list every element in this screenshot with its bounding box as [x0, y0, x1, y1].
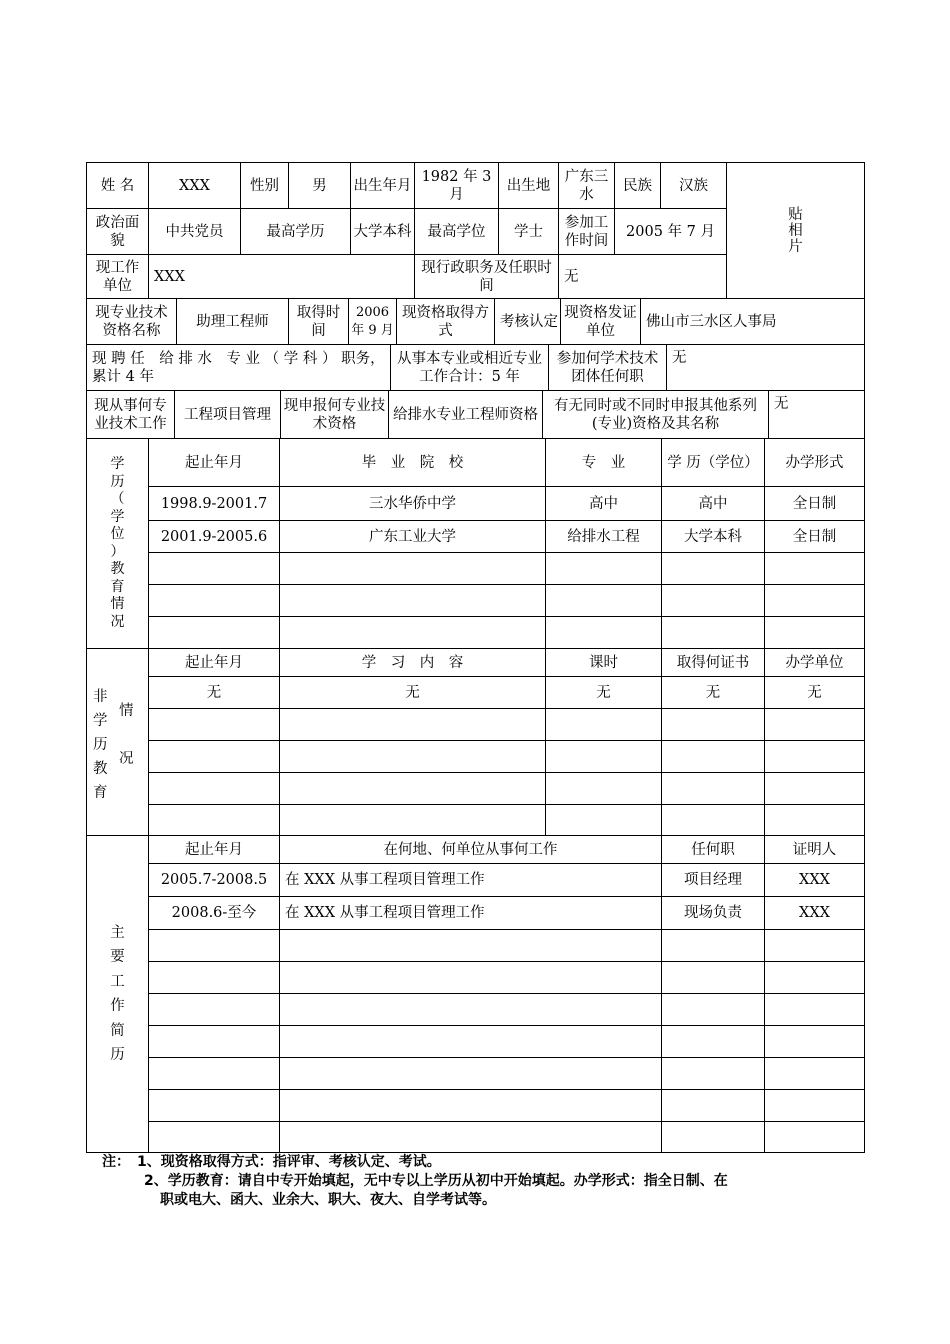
edu-cell: 三水华侨中学 [280, 487, 546, 521]
nonedu-cell [280, 773, 546, 805]
edu-cell: 高中 [546, 487, 662, 521]
table-row [87, 1026, 865, 1058]
birth-value: 1982 年 3 月 [415, 163, 499, 209]
table-row [87, 741, 865, 773]
work-cell [280, 1090, 662, 1122]
issuer-label: 现资格发证单位 [561, 299, 641, 345]
hired-label: 现 聘 任 给 排 水 专 业 （ 学 科 ） 职务，累计 4 年 [87, 345, 391, 391]
work-cell [662, 962, 765, 994]
note-line-3: 职或电大、函大、业余大、职大、夜大、自学考试等。 [160, 1192, 496, 1208]
work-cell [662, 1090, 765, 1122]
edu-header: 办学形式 [765, 439, 865, 487]
work-cell [662, 930, 765, 962]
work-header: 证明人 [765, 836, 865, 864]
nonedu-cell [546, 741, 662, 773]
table-row [87, 585, 865, 617]
table-row [87, 521, 865, 553]
edu-cell: 1998.9-2001.7 [149, 487, 280, 521]
edu-header: 专 业 [546, 439, 662, 487]
nonedu-header: 起止年月 [149, 649, 280, 677]
edu-cell [765, 585, 865, 617]
obtain-method-label: 现资格取得方式 [397, 299, 495, 345]
work-cell: 项目经理 [662, 864, 765, 897]
degree-value: 学士 [499, 209, 559, 255]
table-row [87, 897, 865, 930]
employment-table [86, 344, 865, 391]
ethnicity-value: 汉族 [661, 163, 727, 209]
work-cell [765, 1122, 865, 1153]
table-row [87, 487, 865, 521]
edu-cell [662, 617, 765, 649]
edu-cell [280, 617, 546, 649]
work-cell: 在 XXX 从事工程项目管理工作 [280, 897, 662, 930]
edu-cell [149, 553, 280, 585]
work-header: 在何地、何单位从事何工作 [280, 836, 662, 864]
nonedu-label-a: 非 学 历 教 育 [93, 689, 108, 801]
nonedu-cell [662, 773, 765, 805]
note-line-2: 2、学历教育：请自中专开始填起，无中专以上学历从初中开始填起。办学形式：指全日制、在 [144, 1173, 728, 1189]
title-value: 助理工程师 [177, 299, 289, 345]
footnotes [102, 1153, 862, 1210]
edu-cell: 全日制 [765, 487, 865, 521]
work-cell [662, 1026, 765, 1058]
gender-label: 性别 [241, 163, 289, 209]
registration-form [86, 162, 864, 1153]
nonedu-cell [546, 805, 662, 836]
work-cell [765, 930, 865, 962]
political-value: 中共党员 [149, 209, 241, 255]
table-row [87, 1122, 865, 1153]
nonedu-cell: 无 [280, 677, 546, 709]
apply-label: 现申报何专业技术资格 [281, 391, 389, 439]
work-cell [280, 1058, 662, 1090]
birth-label: 出生年月 [351, 163, 415, 209]
work-cell [149, 962, 280, 994]
issuer-value: 佛山市三水区人事局 [641, 299, 865, 345]
apply-value: 给排水专业工程师资格 [389, 391, 543, 439]
nonedu-section-label [87, 649, 149, 836]
apply-table [86, 390, 865, 439]
work-cell [662, 1058, 765, 1090]
work-cell [280, 962, 662, 994]
education-section-label: 学 历 （ 学 位 ） 教 育 情 况 [87, 439, 149, 649]
nonedu-cell [280, 805, 546, 836]
edu-cell [149, 585, 280, 617]
edu-cell [662, 585, 765, 617]
nonedu-header: 办学单位 [765, 649, 865, 677]
work-cell [662, 1122, 765, 1153]
current-work-label: 现从事何专业技术工作 [87, 391, 175, 439]
edu-cell: 给排水工程 [546, 521, 662, 553]
name-label: 姓 名 [87, 163, 149, 209]
table-row [87, 709, 865, 741]
work-cell [662, 994, 765, 1026]
obtain-method-value: 考核认定 [495, 299, 561, 345]
work-cell: 现场负责 [662, 897, 765, 930]
photo-box: 贴 相 片 [727, 163, 865, 299]
nonedu-cell: 无 [149, 677, 280, 709]
nonedu-cell: 无 [546, 677, 662, 709]
nonedu-label-b: 情 况 [119, 703, 134, 767]
obtain-time-value: 2006 年 9 月 [349, 299, 397, 345]
political-label: 政治面貌 [87, 209, 149, 255]
edu-cell [546, 553, 662, 585]
education-label: 最高学历 [241, 209, 351, 255]
nonedu-cell [149, 805, 280, 836]
work-cell: 2008.6-至今 [149, 897, 280, 930]
work-cell: XXX [765, 864, 865, 897]
obtain-time-label: 取得时间 [289, 299, 349, 345]
work-cell [149, 1122, 280, 1153]
nonedu-cell: 无 [662, 677, 765, 709]
work-cell [149, 1058, 280, 1090]
edu-cell: 大学本科 [662, 521, 765, 553]
nonedu-cell [280, 709, 546, 741]
table-row [87, 930, 865, 962]
education-table [86, 438, 865, 649]
non-degree-table [86, 648, 865, 836]
workstart-value: 2005 年 7 月 [615, 209, 727, 255]
nonedu-cell [546, 709, 662, 741]
academic-label: 参加何学术技术团体任何职 [549, 345, 667, 391]
work-cell: 在 XXX 从事工程项目管理工作 [280, 864, 662, 897]
other-label: 有无同时或不同时申报其他系列(专业)资格及其名称 [543, 391, 769, 439]
nonedu-cell [149, 773, 280, 805]
edu-header: 学 历（学位） [662, 439, 765, 487]
nonedu-header: 课时 [546, 649, 662, 677]
work-cell [280, 930, 662, 962]
table-row [87, 994, 865, 1026]
nonedu-cell [765, 773, 865, 805]
nonedu-cell [662, 741, 765, 773]
edu-cell: 广东工业大学 [280, 521, 546, 553]
nonedu-header: 取得何证书 [662, 649, 765, 677]
edu-cell [546, 585, 662, 617]
nonedu-cell: 无 [765, 677, 865, 709]
degree-label: 最高学位 [415, 209, 499, 255]
work-cell [765, 1026, 865, 1058]
title-label: 现专业技术资格名称 [87, 299, 177, 345]
birthplace-label: 出生地 [499, 163, 559, 209]
edu-cell [765, 553, 865, 585]
nonedu-cell [546, 773, 662, 805]
education-value: 大学本科 [351, 209, 415, 255]
work-header: 任何职 [662, 836, 765, 864]
birthplace-value: 广东三水 [559, 163, 615, 209]
nonedu-cell [662, 709, 765, 741]
nonedu-cell [765, 741, 865, 773]
table-row [87, 553, 865, 585]
table-row [87, 1058, 865, 1090]
nonedu-cell [280, 741, 546, 773]
edu-cell [662, 553, 765, 585]
nonedu-cell [662, 805, 765, 836]
nonedu-cell [149, 741, 280, 773]
nonedu-cell [765, 805, 865, 836]
work-cell [149, 994, 280, 1026]
work-cell [280, 994, 662, 1026]
work-cell [149, 930, 280, 962]
qualification-table [86, 298, 865, 345]
table-row [87, 962, 865, 994]
work-cell [765, 994, 865, 1026]
work-cell [149, 1026, 280, 1058]
table-row [87, 617, 865, 649]
ethnicity-label: 民族 [615, 163, 661, 209]
academic-value: 无 [667, 345, 865, 391]
admin-value: 无 [559, 255, 727, 299]
other-value: 无 [769, 391, 865, 439]
work-history-table [86, 835, 865, 1153]
work-cell: 2005.7-2008.5 [149, 864, 280, 897]
edu-cell: 高中 [662, 487, 765, 521]
workstart-label: 参加工作时间 [559, 209, 615, 255]
gender-value: 男 [289, 163, 351, 209]
work-section-label: 主 要 工 作 简 历 [87, 836, 149, 1153]
work-header: 起止年月 [149, 836, 280, 864]
unit-label: 现工作单位 [87, 255, 149, 299]
table-row [87, 1090, 865, 1122]
work-cell [765, 1090, 865, 1122]
edu-cell [280, 553, 546, 585]
work-cell [765, 962, 865, 994]
nonedu-header: 学 习 内 容 [280, 649, 546, 677]
edu-cell [280, 585, 546, 617]
edu-cell [546, 617, 662, 649]
edu-header: 起止年月 [149, 439, 280, 487]
edu-cell [765, 617, 865, 649]
unit-value: XXX [149, 255, 415, 299]
work-cell: XXX [765, 897, 865, 930]
work-cell [765, 1058, 865, 1090]
name-value: XXX [149, 163, 241, 209]
table-row [87, 864, 865, 897]
admin-label: 现行政职务及任职时间 [415, 255, 559, 299]
years-label: 从事本专业或相近专业工作合计：5 年 [391, 345, 549, 391]
edu-cell [149, 617, 280, 649]
note-line-1: 注： 1、现资格取得方式：指评审、考核认定、考试。 [102, 1154, 441, 1170]
table-row [87, 773, 865, 805]
work-cell [149, 1090, 280, 1122]
work-cell [280, 1122, 662, 1153]
edu-header: 毕 业 院 校 [280, 439, 546, 487]
work-cell [280, 1026, 662, 1058]
basic-info-table [86, 162, 865, 299]
table-row [87, 677, 865, 709]
nonedu-cell [149, 709, 280, 741]
edu-cell: 2001.9-2005.6 [149, 521, 280, 553]
edu-cell: 全日制 [765, 521, 865, 553]
current-work-value: 工程项目管理 [175, 391, 281, 439]
table-row [87, 805, 865, 836]
nonedu-cell [765, 709, 865, 741]
